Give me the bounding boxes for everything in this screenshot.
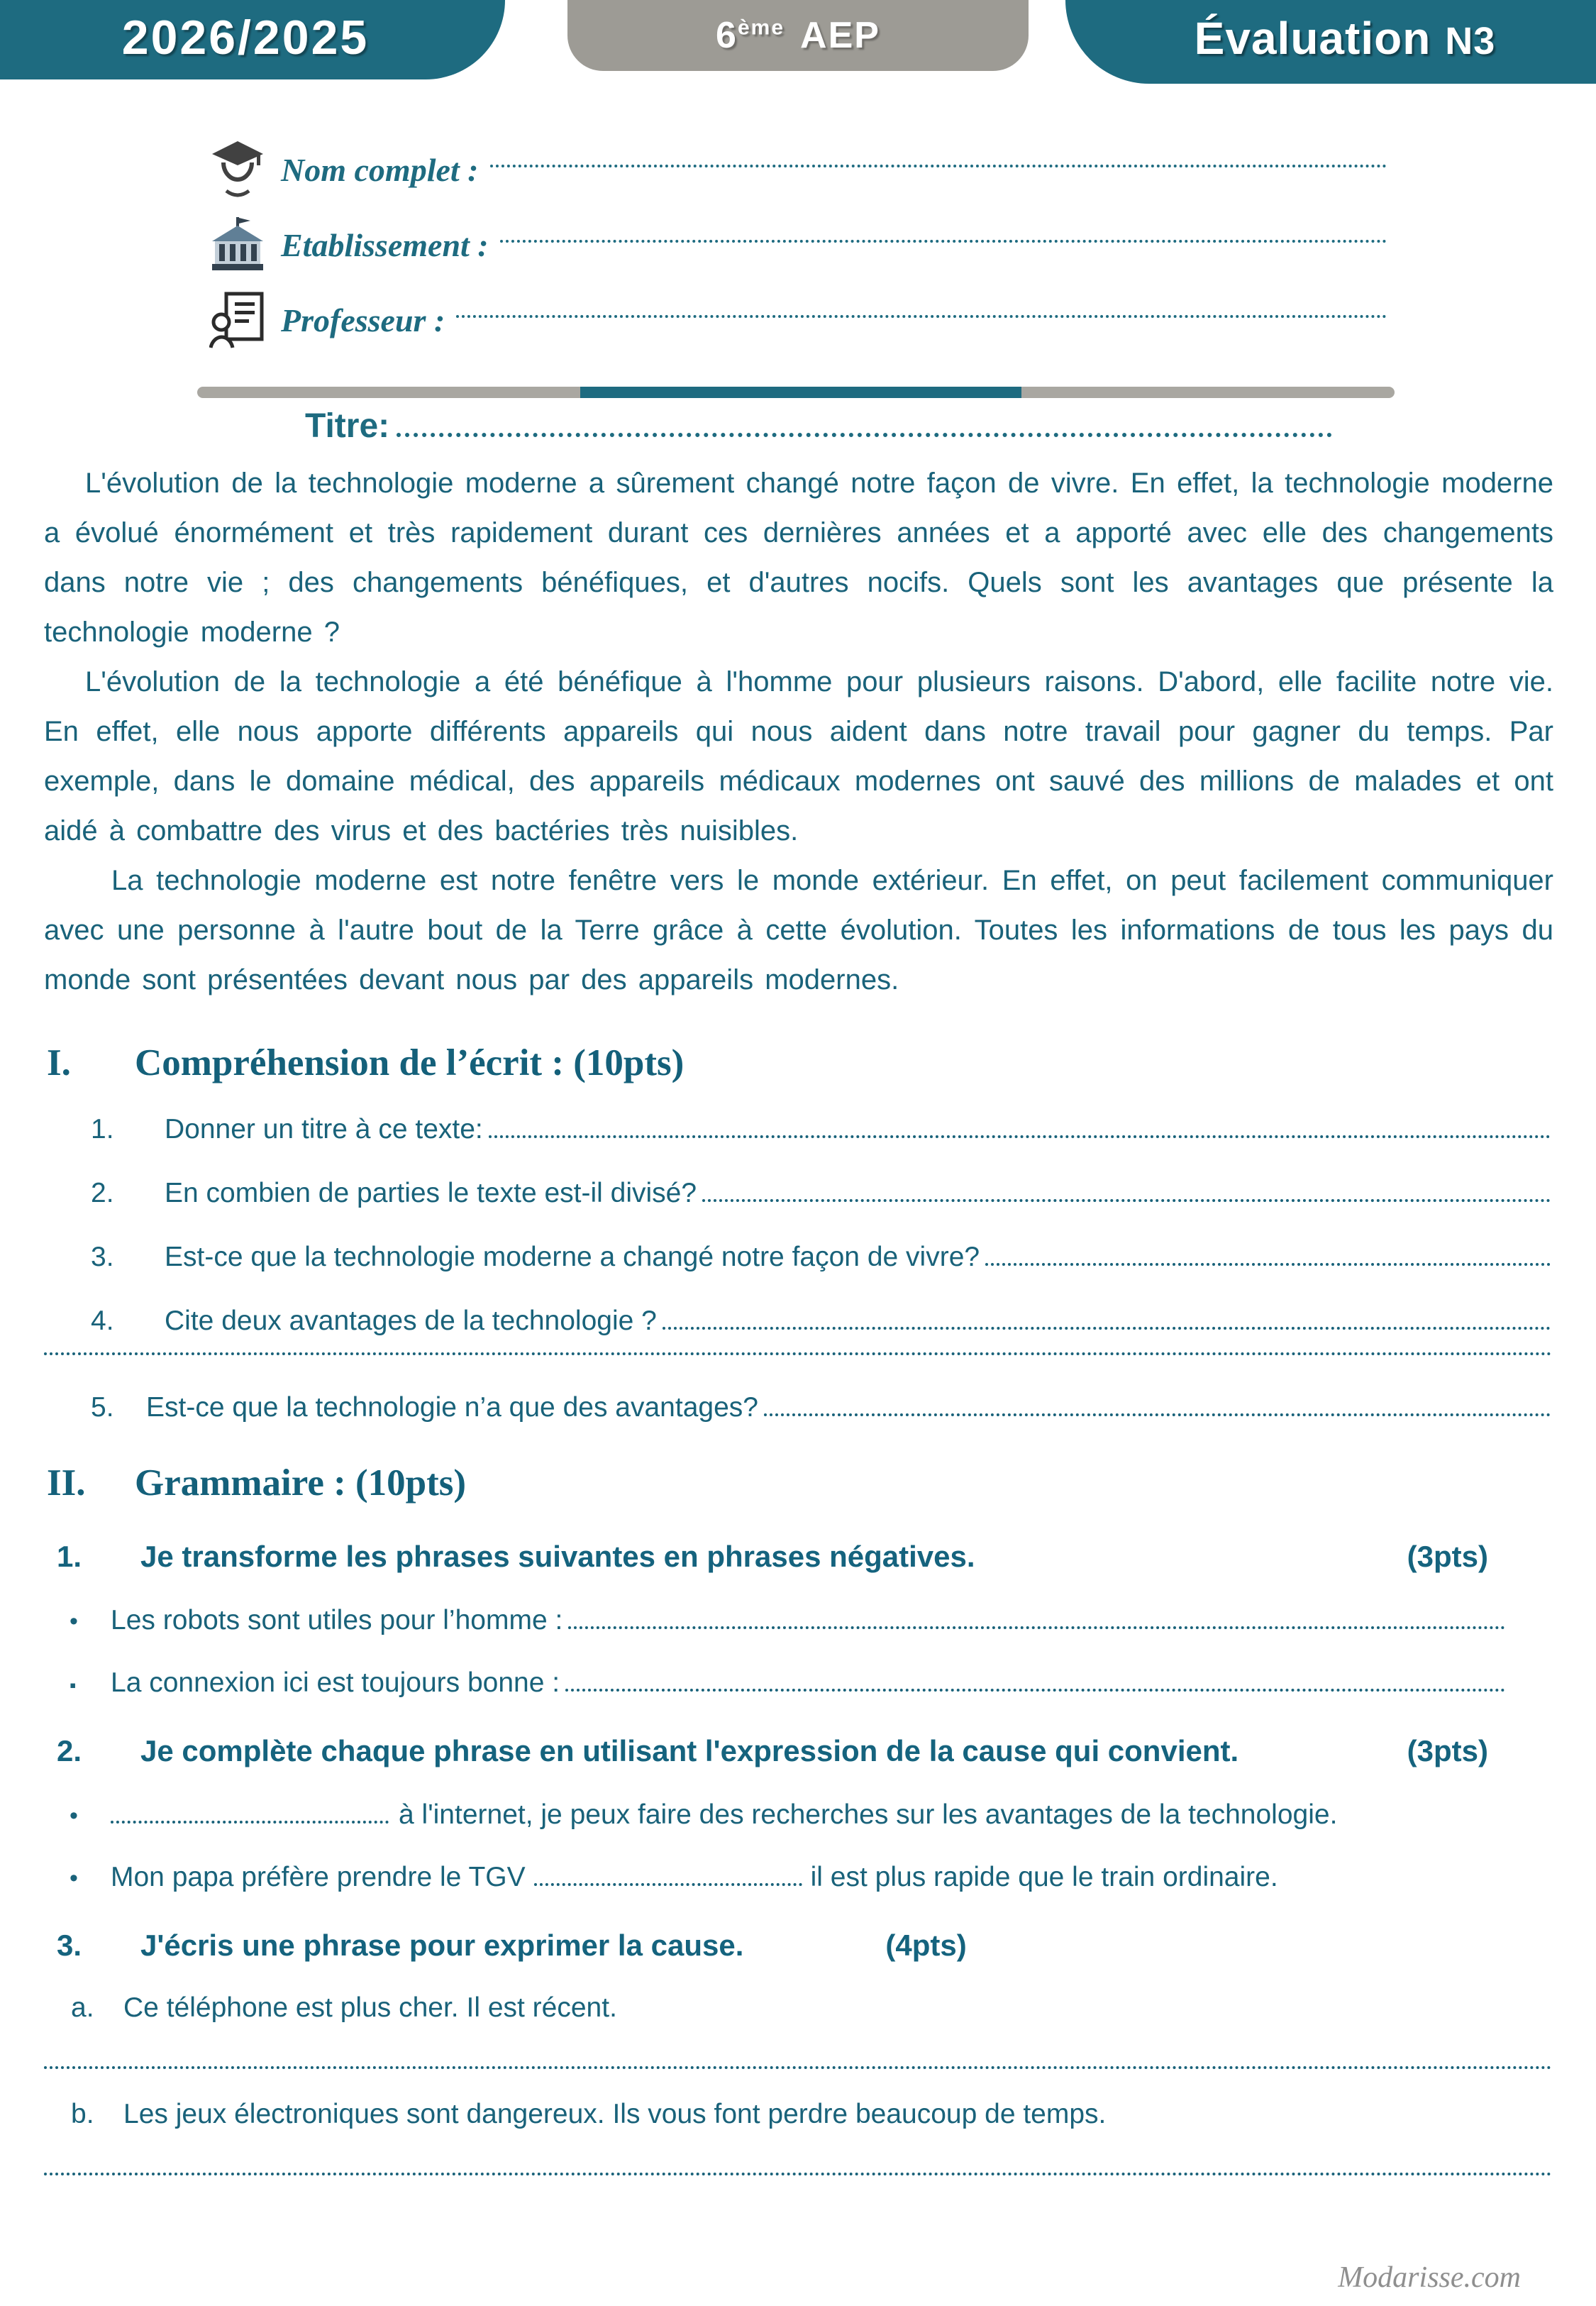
answer-line: [568, 1626, 1505, 1629]
exercise-number: 1.: [57, 1540, 82, 1573]
exercise-points: (3pts): [1407, 1540, 1488, 1573]
question-number: 5.: [91, 1392, 114, 1423]
answer-line: [534, 1883, 802, 1886]
question-row: [91, 1242, 1551, 1273]
item-text: La connexion ici est toujours bonne :: [111, 1667, 560, 1698]
answer-line: [565, 1689, 1505, 1692]
answer-line: [44, 2066, 1552, 2069]
section-title: Grammaire : (10pts): [135, 1462, 467, 1504]
question-row: [91, 1392, 1551, 1423]
question-row: [91, 1178, 1551, 1209]
question-number: 3.: [91, 1242, 114, 1272]
name-field-row: [207, 138, 1387, 201]
answer-line: [663, 1327, 1551, 1330]
evaluation-title: Évaluation N3: [1194, 13, 1496, 64]
bullet-icon: •: [70, 1608, 78, 1635]
exercise-title: Je complète chaque phrase en utilisant l'expression de la cause qui convient.: [140, 1734, 1239, 1767]
item-letter: b.: [71, 2099, 94, 2129]
item-text: Les robots sont utiles pour l’homme :: [111, 1605, 563, 1635]
question-number: 4.: [91, 1306, 114, 1336]
identity-form: [0, 138, 1596, 351]
grammar-exercise-1-heading: [57, 1540, 1488, 1574]
item-text: Les jeux électroniques sont dangereux. Ils vous font perdre beaucoup de temps.: [123, 2099, 1107, 2129]
title-row: [305, 407, 1332, 446]
question-number: 2.: [91, 1178, 114, 1208]
grammar-exercise-2-heading: [57, 1734, 1488, 1768]
exercise-item: [70, 1799, 1505, 1831]
question-number: 1.: [91, 1114, 114, 1144]
item-text: Mon papa préfère prendre le TGV: [111, 1862, 526, 1892]
question-row: [91, 1114, 1551, 1145]
exercise-number: 3.: [57, 1929, 82, 1962]
answer-line: [985, 1263, 1551, 1266]
section-comprehension-heading: [47, 1042, 1596, 1084]
exercise-points: (4pts): [885, 1929, 967, 1962]
answer-line: [397, 433, 1332, 437]
exercise-number: 2.: [57, 1734, 82, 1767]
title-divider-bar: [197, 387, 1395, 398]
section-grammaire-heading: [47, 1462, 1596, 1504]
school-field-row: [207, 214, 1387, 276]
exercise-title: J'écris une phrase pour exprimer la cause.: [140, 1929, 744, 1962]
exercise-item: [71, 2099, 1551, 2130]
answer-line: [111, 1821, 389, 1824]
exercise-item: [70, 1605, 1505, 1636]
teacher-field-label: Professeur :: [281, 302, 445, 338]
answer-line: [44, 2173, 1552, 2175]
exercise-item: [70, 1862, 1505, 1893]
school-icon: [207, 216, 268, 274]
exercise-title: Je transforme les phrases suivantes en phrases négatives.: [140, 1540, 975, 1573]
exercise-item: [70, 1667, 1505, 1699]
passage-paragraph-1: L'évolution de la technologie moderne a sûrement changé notre façon de vivre. En effet, la technologie moderne a évolué énormément et très rapidement durant ces dernières années et a apporté avec elle des changements dans notre vie ; des changements bénéfiques, et d'autres nocifs. Quels sont les avantages que présente la technologie moderne ?: [44, 468, 1553, 648]
item-text: il est plus rapide que le train ordinaire.: [810, 1862, 1278, 1892]
question-text: En combien de parties le texte est-il divisé?: [165, 1178, 697, 1208]
answer-line: [702, 1199, 1551, 1202]
section-numeral: II.: [47, 1462, 86, 1504]
bullet-icon: •: [70, 1802, 78, 1829]
teacher-field-row: [207, 289, 1387, 351]
bullet-icon: ▪: [70, 1675, 77, 1696]
name-field-label: Nom complet :: [281, 151, 479, 188]
question-text: Est-ce que la technologie n’a que des avantages?: [146, 1392, 758, 1423]
reading-passage: [44, 458, 1553, 1005]
school-year: 2026/2025: [121, 11, 370, 65]
website-watermark: Modarisse.com: [1338, 2261, 1521, 2294]
comprehension-questions: [0, 1114, 1596, 1423]
answer-line: [764, 1413, 1551, 1416]
answer-line: [456, 315, 1387, 318]
answer-line: [489, 1135, 1551, 1138]
passage-paragraph-2: L'évolution de la technologie a été bénéfique à l'homme pour plusieurs raisons. D'abord, elle facilite notre vie. En effet, elle nous apporte différents appareils qui nous aident dans notre travail pour gagner du temps. Par exemple, dans le domaine médical, des appareils médicaux modernes ont sauvé des millions de malades et ont aidé à combattre des virus et des bactéries très nuisibles.: [44, 666, 1553, 846]
passage-paragraph-3: La technologie moderne est notre fenêtre vers le monde extérieur. En effet, on peut facilement communiquer avec une personne à l'autre bout de la Terre grâce à cette évolution. Toutes les informations de tous les pays du monde sont présentées devant nous par des appareils modernes.: [44, 865, 1553, 995]
question-row: [91, 1306, 1551, 1337]
title-label: Titre:: [305, 407, 390, 445]
answer-line: [500, 240, 1387, 243]
bullet-icon: •: [70, 1865, 78, 1892]
grammar-exercise-3-heading: [57, 1929, 1596, 1963]
exercise-points: (3pts): [1407, 1734, 1488, 1767]
question-text: Cite deux avantages de la technologie ?: [165, 1306, 657, 1336]
school-field-label: Etablissement :: [281, 226, 489, 263]
answer-line: [490, 165, 1387, 167]
exercise-item: [71, 1992, 1551, 2024]
answer-line: [44, 1352, 1552, 1355]
teacher-icon: [207, 291, 268, 349]
question-text: Est-ce que la technologie moderne a changé notre façon de vivre?: [165, 1242, 980, 1272]
section-title: Compréhension de l’écrit : (10pts): [135, 1042, 685, 1083]
title-divider-accent: [580, 387, 1021, 398]
section-numeral: I.: [47, 1042, 71, 1083]
item-letter: a.: [71, 1992, 94, 2023]
question-text: Donner un titre à ce texte:: [165, 1114, 483, 1144]
grade-label: 6ème AEP: [716, 15, 880, 56]
graduate-icon: [207, 140, 268, 199]
item-text: à l'internet, je peux faire des recherches sur les avantages de la technologie.: [399, 1799, 1338, 1830]
item-text: Ce téléphone est plus cher. Il est récent.: [123, 1992, 617, 2023]
